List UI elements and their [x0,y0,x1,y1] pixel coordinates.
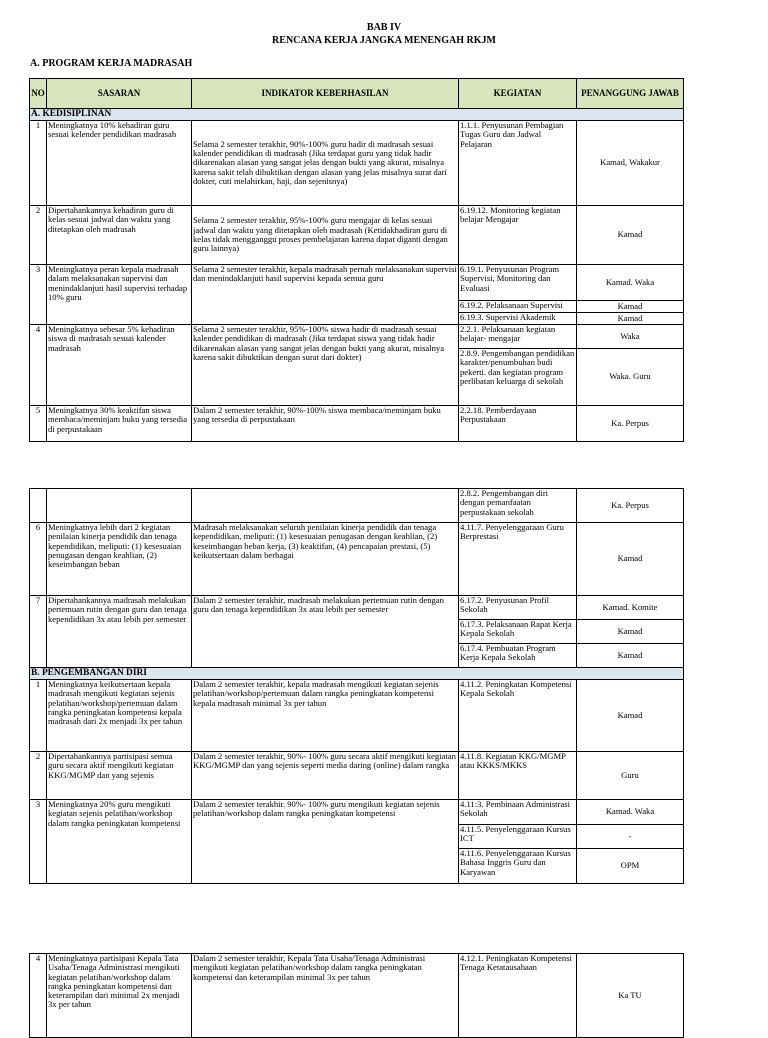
row-sasaran: Dipertahankannya madrasah melakukan pertemuan rutin dengan guru dan tenaga kependidikan 3x atau lebih per semester [47,596,192,668]
row-penanggung-jawab: Kamad [577,313,684,325]
row-no: 5 [30,406,47,442]
row-kegiatan: 4.11.8. Kegiatan KKG/MGMP atau KKKS/MKKS [459,752,577,800]
row-penanggung-jawab: Kamad [577,620,684,644]
row-sasaran: Meningkatnya partisipasi Kepala Tata Usaha/Tenaga Administrasi mengikuti kegiatan pelatihan/workshop dalam rangka peningkatan kompetensi dan keterampilan dari minimal 2x menjadi 3x per tahun [47,954,192,1038]
row-penanggung-jawab: Waka [577,325,684,349]
table-header-row [30,79,684,109]
row-no: 1 [30,680,47,752]
row-sasaran: Dipertahankannya partisipasi semua guru secara aktif mengikuti kegiatan KKG/MGMP dan yang sejenis [47,752,192,800]
table-row [30,596,684,620]
row-indikator: Selama 2 semester terakhir, 90%-100% guru hadir di madrasah sesuai kalender pendidikan di madrasah (Jika terdapat guru yang tidak hadir dikarenakan alasan yang sangat jelas dengan bukti yang akurat, misalnya karena sakit telah dibuktikan dengan alasan yang jelas misalnya surat dari dokter, cuti melahirkan, haji, dan sejenisnya) [192,121,459,206]
row-kegiatan: 6.19.2. Pelaksanaan Supervisi [459,301,577,313]
row-kegiatan: 4.11.7. Penyelenggaraan Guru Berprestasi [459,523,577,596]
row-kegiatan: 6.17.2. Penyusunan Profil Sekolah [459,596,577,620]
row-indikator: Dalam 2 semester terakhir, kepala madrasah mengikuti kegiatan sejenis pelatihan/workshop/pertemuan dalam rangka peningkatan kompetensi kepala madrasah minimal 3x per tahun [192,680,459,752]
row-no: 7 [30,596,47,668]
row-kegiatan: 6.19.1. Penyusunan Program Supervisi, Monitoring dan Evaluasi [459,265,577,301]
row-penanggung-jawab: Ka. Perpus [577,406,684,442]
row-sasaran: Meningkatnya keikutsertaan kepala madrasah mengikuti kegiatan sejenis pelatihan/workshop/pertemuan dalam rangka peningkatan kompetensi kepala madrasah dari 2x menjadi 3x per tahun [47,680,192,752]
table-row [30,752,684,800]
row-kegiatan: 6.17.3. Pelaksanaan Rapat Kerja Kepala Sekolah [459,620,577,644]
row-penanggung-jawab: Kamad. Waka [577,800,684,825]
row-sasaran: Dipertahankannya kehadiran guru di kelas sesuai jadwal dan waktu yang ditetapkan oleh madrasah [47,206,192,265]
row-sasaran: Meningkatnya 20% guru mengikuti kegiatan sejenis pelatihan/workshop dalam rangka peningkatan kompetensi [47,800,192,884]
row-kegiatan: 6.19.3. Supervisi Akademik [459,313,577,325]
table-row [30,954,684,1038]
col-no: NO [30,79,47,109]
row-indikator: Dalam 2 semester terakhir, madrasah melakukan pertemuan rutin dengan guru dan tenaga kependidikan 3x atau lebih per semester [192,596,459,668]
row-no: 2 [30,206,47,265]
row-no: 3 [30,800,47,884]
row-sasaran: Meningkatnya 30% keaktifan siswa membaca/meminjam buku yang tersedia di perpustakaan [47,406,192,442]
row-sasaran: Meningkatnya lebih dari 2 kegiatan penilaian kinerja pendidik dan tenaga kependidikan, meliputi: (1) kesesuaian penugasan dengan keahlian, (2) keseimbangan beban [47,523,192,596]
row-no: 3 [30,265,47,325]
col-sasaran: SASARAN [47,79,192,109]
row-kegiatan: 6.17.4. Pembuatan Program Kerja Kepala Sekolah [459,644,577,668]
row-no: 2 [30,752,47,800]
table-row [30,406,684,442]
col-indikator: INDIKATOR KEBERHASILAN [192,79,459,109]
row-kegiatan: 4.11.5. Penyelenggaraan Kursus ICT [459,825,577,849]
row-kegiatan: 2.2.1. Pelaksanaan kegiatan belajar- mengajar [459,325,577,349]
row-penanggung-jawab: OPM [577,849,684,884]
table-subrow [30,489,684,523]
row-indikator: Dalam 2 semester terakhir, 90%- 100% guru secara aktif mengikuti kegiatan KKG/MGMP dan yang sejenis seperti media daring (online) dalam rangka [192,752,459,800]
row-kegiatan: 4.11:3. Pembinaan Administrasi Sekolah [459,800,577,825]
table-row [30,523,684,596]
row-sasaran: Meningkatnya peran kepala madrasah dalam melaksanakan supervisi dan menindaklanjuti hasil supervisi terhadap 10% guru [47,265,192,325]
row-sasaran: Meningkatnya sebesar 5% kehadiran siswa di madrasah sesuai kalender madrasah [47,325,192,406]
row-kegiatan: 4.12.1. Peningkatan Kompetensi Tenaga Ketatausahaan [459,954,577,1038]
row-sasaran: Meningkatnya 10% kehadiran guru sesuai kelender pendidikan madrasah [47,121,192,206]
col-penanggung-jawab: PENANGGUNG JAWAB [577,79,684,109]
section-label: B. PENGEMBANGAN DIRI [30,668,684,680]
row-no: 6 [30,523,47,596]
table-row [30,265,684,301]
row-penanggung-jawab: Kamad [577,301,684,313]
row-indikator: Selama 2 semester terakhir, 95%-100% guru mengajar di kelas sesuai jadwal dan waktu yang ditetapkan oleh madrasah (Ketidakhadiran guru di kelas tidak mengganggu proses pembelajaran karena dapat diganti dengan guru lainnya) [192,206,459,265]
row-kegiatan: 2.8.9. Pengembangan pendidikan karakter/penumbuhan budi pekerti. dan kegiatan program perlibatan keluarga di sekolah [459,349,577,406]
row-indikator: Selama 2 semester terakhir, kepala madrasah pernah melaksanakan supervisi dan menindaklanjuti hasil supervisi kepada semua guru [192,265,459,325]
row-kegiatan: 4.11.6. Penyelenggaraan Kursus Bahasa Inggris Guru dan Karyawan [459,849,577,884]
table-row [30,800,684,825]
row-kegiatan: 2.8.2. Pengembangan diri dengan pemanfaatan perpustakaan sekolah [459,489,577,523]
section-heading: A. PROGRAM KERJA MADRASAH [30,58,193,69]
row-penanggung-jawab: Ka. Perpus [577,489,684,523]
row-kegiatan: 2.2.18. Pemberdayaan Perpustakaan [459,406,577,442]
row-kegiatan: 4.11.2. Peningkatan Kompetensi Kepala Sekolah [459,680,577,752]
row-penanggung-jawab: Waka. Guru [577,349,684,406]
row-indikator: Dalam 2 semester terakhir, 90%-100% siswa membaca/meminjam buku yang tersedia di perpustakaan [192,406,459,442]
row-penanggung-jawab: Kamad, Wakakur [577,121,684,206]
section-row [30,109,684,121]
row-penanggung-jawab: Kamad. Waka [577,265,684,301]
row-indikator: Madrasah melaksanakan seluruh penilaian kinerja pendidik dan tenaga kependidikan, meliputi: (1) kesesuaian penugasan dengan keahlian, (2) keseimbangan beban kerja, (3) keaktifan, (4) pencapaian prestasi, (5) keikutsertaan dalam berbagai [192,523,459,596]
chapter-heading: BAB IV [366,22,402,33]
col-kegiatan: KEGIATAN [459,79,577,109]
row-penanggung-jawab: Ka TU [577,954,684,1038]
row-indikator: Dalam 2 semester terakhir. 90%- 100% guru mengikuti kegiatan sejenis pelatihan/workshop dalam rangka peningkatan kompetensi [192,800,459,884]
table-row [30,121,684,206]
table-row [30,325,684,349]
document-title: RENCANA KERJA JANGKA MENENGAH RKJM [272,35,496,46]
row-no: 4 [30,325,47,406]
row-penanggung-jawab: Kamad [577,523,684,596]
table-row [30,680,684,752]
row-penanggung-jawab: - [577,825,684,849]
program-table-part-1 [29,78,684,442]
row-penanggung-jawab: Kamad [577,206,684,265]
row-no: 4 [30,954,47,1038]
table-row [30,206,684,265]
program-table-part-2 [29,488,684,884]
row-penanggung-jawab: Kamad [577,644,684,668]
row-penanggung-jawab: Guru [577,752,684,800]
section-label: A. KEDISIPLINAN [30,109,684,121]
row-indikator: Selama 2 semester terakhir, 95%-100% siswa hadir di madrasah sesuai kalender pendidikan di madrasah (Jika terdapat siswa yang tidak hadir dikarenakan alasan yang sangat jelas dengan bukti yang akurat, misalnya karena sakit dibuktikan dengan surat dari dokter) [192,325,459,406]
row-penanggung-jawab: Kamad [577,680,684,752]
row-no: 1 [30,121,47,206]
row-kegiatan: 1.1.1. Penyusunan Pembagian Tugas Guru dan Jadwal Pelajaran [459,121,577,206]
row-kegiatan: 6.19.12. Monitoring kegiatan belajar Mengajar [459,206,577,265]
program-table-part-3 [29,953,684,1038]
row-indikator: Dalam 2 semester terakhir, Kepala Tata Usaha/Tenaga Administrasi mengikuti kegiatan pelatihan/workshop dalam rangka peningkatan kompetensi dan keterampilan minimal 3x per tahun [192,954,459,1038]
row-penanggung-jawab: Kamad. Komite [577,596,684,620]
section-row [30,668,684,680]
